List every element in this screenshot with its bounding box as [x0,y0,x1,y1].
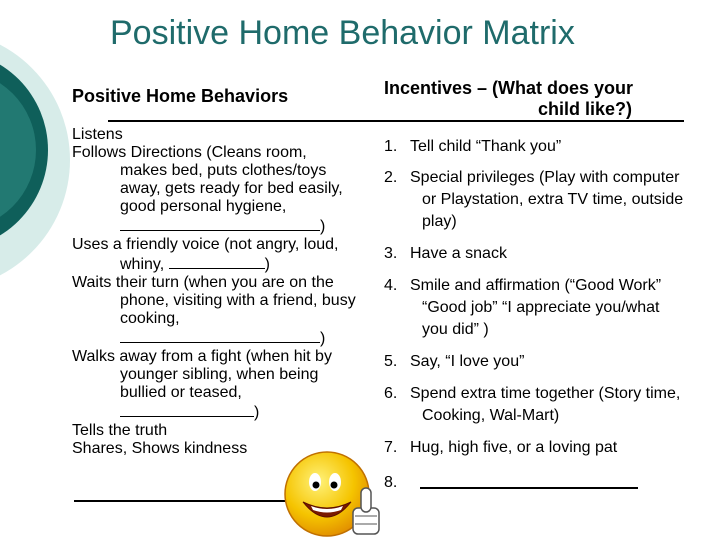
incentive-item: 1. Tell child “Thank you” [384,138,562,155]
fill-in-blank[interactable] [74,500,314,502]
page-title: Positive Home Behavior Matrix [110,14,575,52]
smiley-thumbs-up-icon [283,448,383,540]
behaviors-list [72,126,357,458]
fill-in-blank[interactable] [169,254,265,269]
behavior-item-follows-directions: Follows Directions (Cleans room, makes bed, puts clothes/toys away, gets ready for bed easily, good personal hygiene, ) [72,144,343,235]
incentive-item: 5. Say, “I love you” [384,353,525,370]
behavior-item-walks-away: Walks away from a fight (when hit by younger sibling, when being bullied or teased, ) [72,348,332,421]
behavior-item-listens: Listens [72,126,123,143]
behavior-item-shares: Shares, Shows kindness [72,440,248,457]
incentives-heading [384,78,684,120]
heading-underline [108,120,684,122]
incentive-item: 7. Hug, high five, or a loving pat [384,439,618,456]
behaviors-heading: Positive Home Behaviors [72,86,289,106]
fill-in-blank[interactable] [120,402,254,417]
incentive-item: 6. Spend extra time together (Story time, Cooking, Wal-Mart) [384,385,681,424]
fill-in-blank[interactable] [120,216,320,231]
behavior-item-waits-turn: Waits their turn (when you are on the phone, visiting with a friend, busy cooking, ) [72,274,356,347]
incentive-item: 2. Special privileges (Play with computer or Playstation, extra TV time, outside play) [384,169,684,230]
fill-in-blank[interactable] [120,328,320,343]
incentive-item: 3. Have a snack [384,245,507,262]
behavior-item-friendly-voice: Uses a friendly voice (not angry, loud, whiny, ) [72,236,339,273]
teal-circle-decoration [0,0,70,540]
incentives-heading-line2: child like?) [537,99,632,119]
incentives-heading-line1: Incentives – (What does your [384,78,634,98]
behavior-item-tells-truth: Tells the truth [72,422,168,439]
incentive-item: 4. Smile and affirmation (“Good Work” “Good job” “I appreciate you/what you did” ) [384,277,662,338]
fill-in-blank[interactable] [420,487,638,489]
